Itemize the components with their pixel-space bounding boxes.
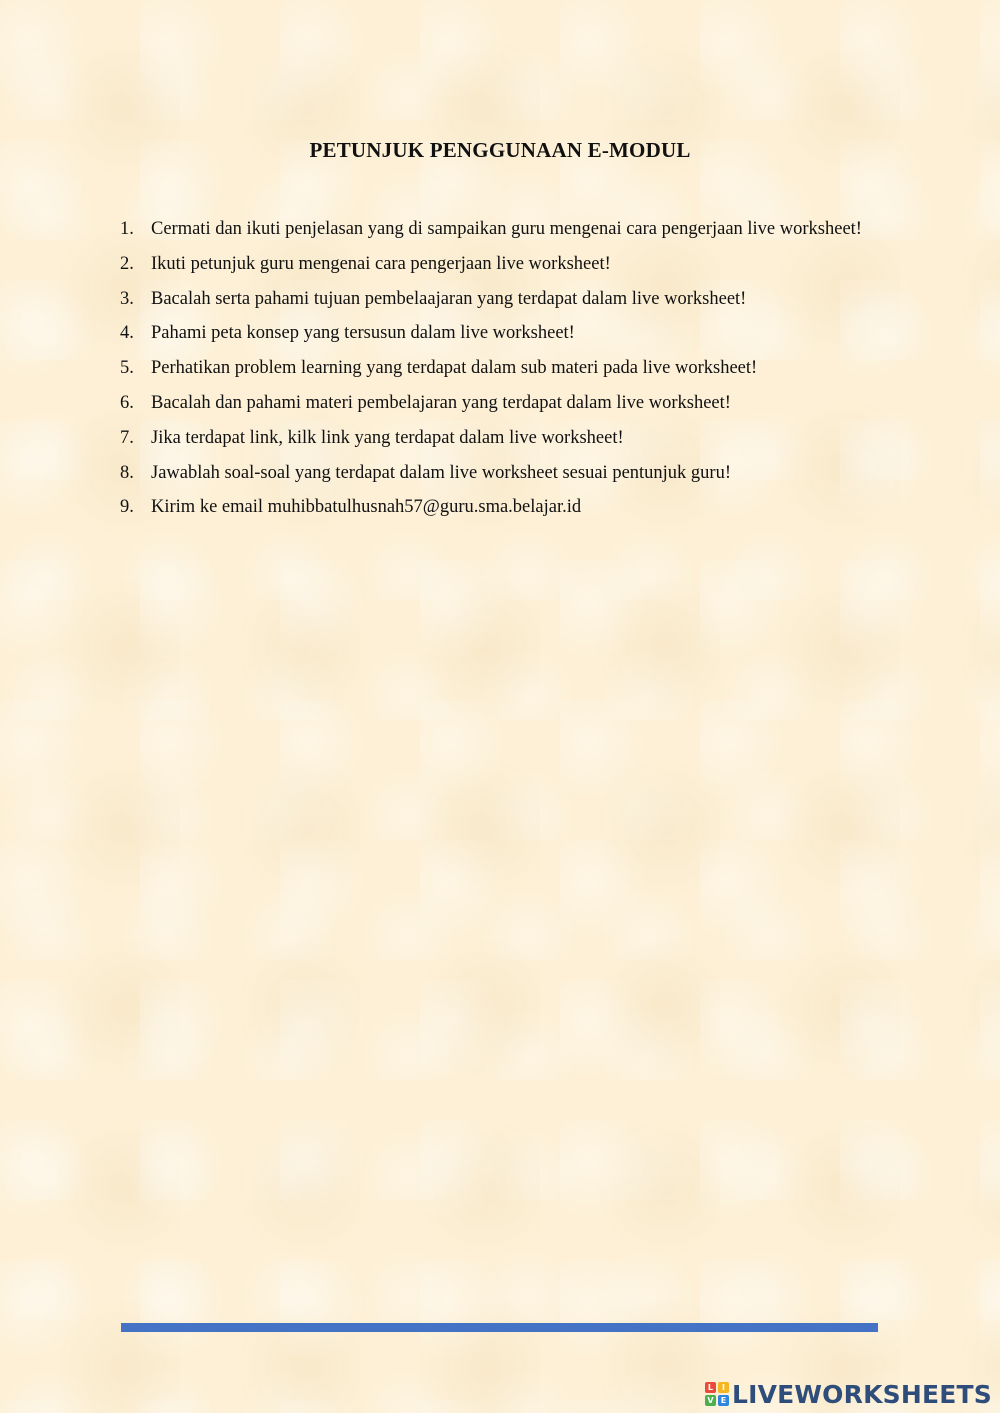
list-item [120,421,878,456]
item-number: 4. [120,323,134,344]
list-item [120,386,878,421]
item-text: Bacalah dan pahami materi pembelajaran yang terdapat dalam live worksheet! [151,392,731,413]
item-text: Ikuti petunjuk guru mengenai cara pengerjaan live worksheet! [151,253,611,274]
item-text: Jawablah soal-soal yang terdapat dalam live worksheet sesuai pentunjuk guru! [151,462,732,483]
item-text: Jika terdapat link, kilk link yang terdapat dalam live worksheet! [151,427,624,448]
item-text: Bacalah serta pahami tujuan pembelaajaran yang terdapat dalam live worksheet! [151,288,747,309]
brand-name: LIVEWORKSHEETS [731,1379,992,1409]
footer-divider [121,1323,878,1332]
list-item [120,351,878,386]
liveworksheets-logo-icon [705,1382,729,1406]
logo-tile: E [718,1395,729,1406]
item-text: Pahami peta konsep yang tersusun dalam live worksheet! [151,323,575,344]
list-item [120,456,878,491]
item-number: 8. [120,462,134,483]
list-item [120,316,878,351]
logo-tile: L [705,1382,716,1393]
liveworksheets-brand[interactable] [705,1378,992,1410]
item-number: 6. [120,392,134,413]
item-text: Kirim ke email muhibbatulhusnah57@guru.sma.belajar.id [151,497,582,518]
item-number: 2. [120,253,134,274]
item-number: 9. [120,497,134,518]
item-number: 7. [120,427,134,448]
page-title: PETUNJUK PENGGUNAAN E-MODUL [309,138,691,162]
logo-tile: V [705,1395,716,1406]
logo-tile: I [718,1382,729,1393]
item-number: 1. [120,219,134,239]
list-item [120,212,878,247]
list-item [120,247,878,282]
item-text: Cermati dan ikuti penjelasan yang di sampaikan guru mengenai cara pengerjaan live worksheet! [151,219,862,239]
item-text: Perhatikan problem learning yang terdapat dalam sub materi pada live worksheet! [151,358,758,379]
instruction-list [120,212,878,525]
list-item [120,282,878,317]
item-number: 3. [120,288,134,309]
item-number: 5. [120,358,134,379]
list-item [120,490,878,525]
